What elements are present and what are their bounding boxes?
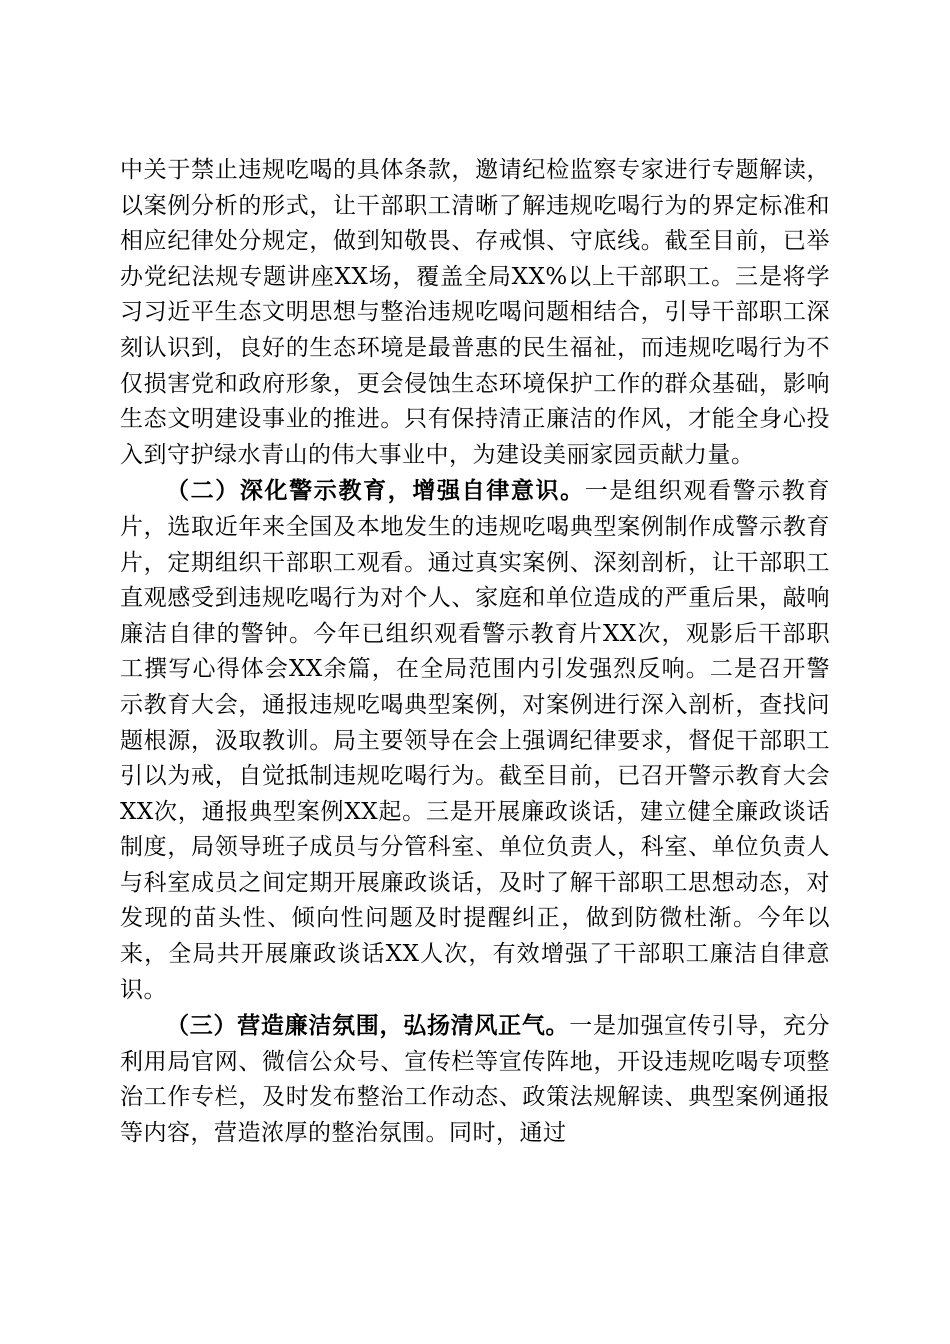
- paragraph-body: 一是组织观看警示教育片，选取近年来全国及本地发生的违规吃喝典型案例制作成警示教育片，定期组织干部职工观看。通过真实案例、深刻剖析，让干部职工直观感受到违规吃喝行为对个人、家庭和单位造成的严重后果，敲响廉洁自律的警钟。今年已组织观看警示教育片XX次，观影后干部职工撰写心得体会XX余篇，在全局范围内引发强烈反响。二是召开警示教育大会，通报违规吃喝典型案例，对案例进行深入剖析，查找问题根源，汲取教训。局主要领导在会上强调纪律要求，督促干部职工引以为戒，自觉抵制违规吃喝行为。截至目前，已召开警示教育大会XX次，通报典型案例XX起。三是开展廉政谈话，建立健全廉政谈话制度，局领导班子成员与分管科室、单位负责人，科室、单位负责人与科室成员之间定期开展廉政谈话，及时了解干部职工思想动态，对发现的苗头性、倾向性问题及时提醒纠正，做到防微杜渐。今年以来，全局共开展廉政谈话XX人次，有效增强了干部职工廉洁自律意识。: [120, 478, 831, 1003]
- paragraph-section-2: [120, 473, 830, 1008]
- paragraph-body: 一是加强宣传引导，充分利用局官网、微信公众号、宣传栏等宣传阵地，开设违规吃喝专项整治工作专栏，及时发布整治工作动态、政策法规解读、典型案例通报等内容，营造浓厚的整治氛围。同时，通过: [120, 1013, 831, 1147]
- paragraph-continuation: [120, 153, 830, 473]
- section-heading: （二）深化警示教育，增强自律意识。: [166, 477, 585, 505]
- section-heading: （三）营造廉洁氛围，弘扬清风正气。: [166, 1012, 570, 1040]
- paragraph-section-3: [120, 1008, 830, 1151]
- document-page: [120, 153, 830, 1152]
- paragraph-body: 中关于禁止违规吃喝的具体条款，邀请纪检监察专家进行专题解读，以案例分析的形式，让干部职工清晰了解违规吃喝行为的界定标准和相应纪律处分规定，做到知敬畏、存戒惧、守底线。截至目前，已举办党纪法规专题讲座XX场，覆盖全局XX%以上干部职工。三是将学习习近平生态文明思想与整治违规吃喝问题相结合，引导干部职工深刻认识到，良好的生态环境是最普惠的民生福祉，而违规吃喝行为不仅损害党和政府形象，更会侵蚀生态环境保护工作的群众基础，影响生态文明建设事业的推进。只有保持清正廉洁的作风，才能全身心投入到守护绿水青山的伟大事业中，为建设美丽家园贡献力量。: [120, 157, 830, 468]
